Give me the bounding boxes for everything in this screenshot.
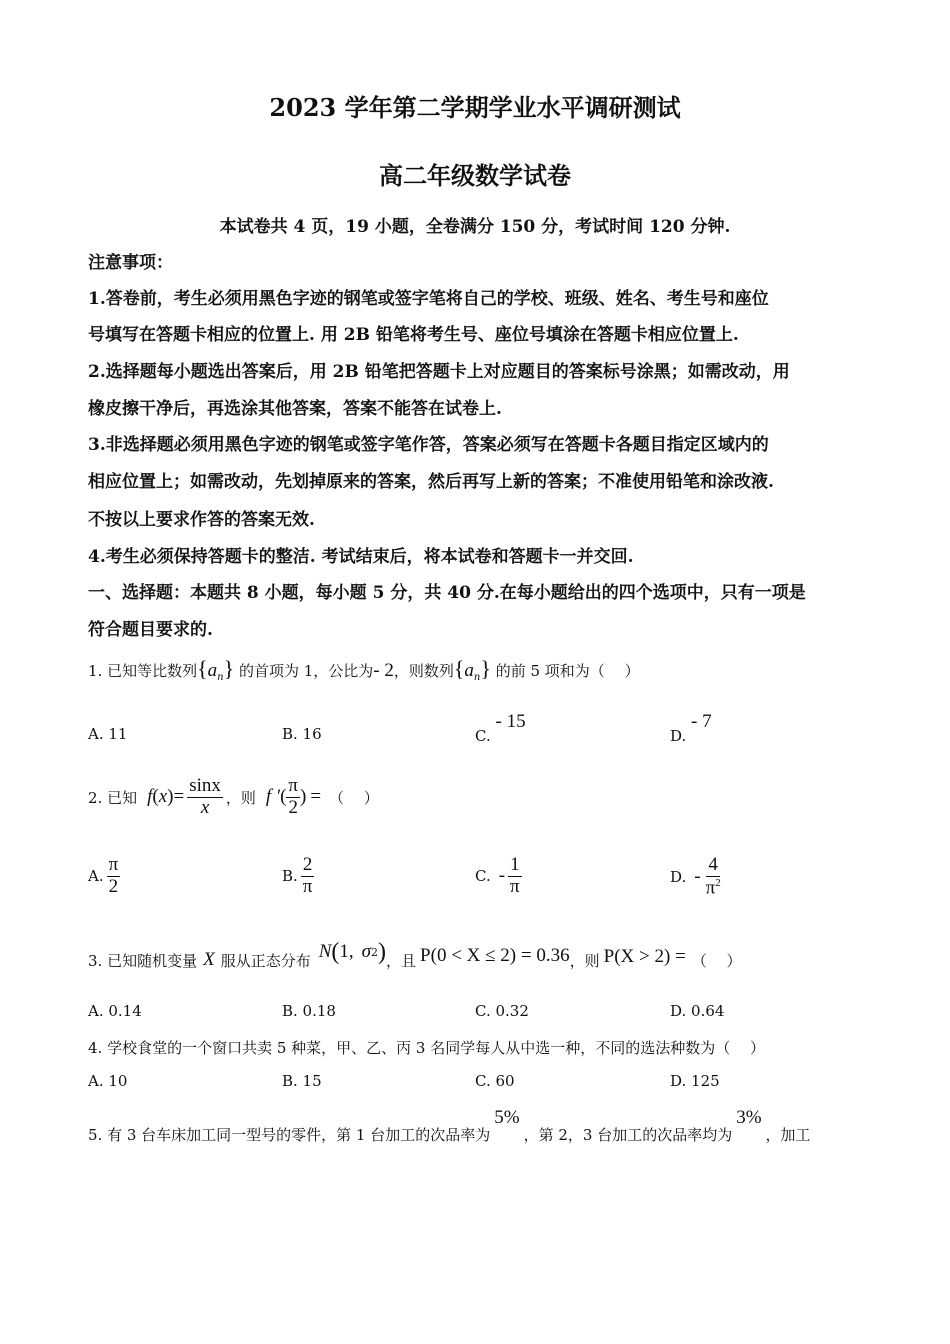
q2-function-fraction: $\frac{\sin x}{x}$ (189, 774, 221, 818)
question-1: 1. 已知等比数列$\{a_n\}$ 的首项为 1，公比为- 2，则数列$\{a_n\}$ 的前 5 项和为（ ） (88, 656, 640, 683)
q3-option-a: A. 0.14 (88, 1002, 142, 1020)
q2-argument-fraction: $\frac{\pi}{2}$ (288, 774, 298, 818)
q4-option-b: B. 15 (282, 1072, 322, 1090)
notice-line-3: 2.选择题每小题选出答案后，用 2B 铅笔把答题卡上对应题目的答案标号涂黑；如需改动，用 (88, 362, 790, 382)
q4-option-d: D. 125 (670, 1072, 720, 1090)
notice-line-4: 橡皮擦干净后，再选涂其他答案，答案不能答在试卷上. (88, 399, 502, 419)
exam-subtitle: 高二年级数学试卷 (379, 161, 571, 190)
notice-line-7: 不按以上要求作答的答案无效. (88, 510, 315, 530)
q1-option-a: A. 11 (88, 725, 128, 743)
question-3: 3. 已知随机变量 X 服从正态分布 N ( 1, σ 2 ) ，且 P(0 < X ≤ 2) = 0.36 ，则 P(X > 2) = （ ） (88, 938, 742, 970)
q1-option-b: B. 16 (282, 725, 322, 743)
notice-heading: 注意事项： (88, 253, 173, 273)
notice-line-1: 1.答卷前，考生必须用黑色字迹的钢笔或签字笔将自己的学校、班级、姓名、考生号和座位 (88, 289, 769, 309)
q2-option-b: B. $\frac{2}{\pi}$ (282, 854, 313, 897)
section-heading-line-1: 一、选择题：本题共 8 小题，每小题 5 分，共 40 分.在每小题给出的四个选项中，只有一项是 (88, 583, 806, 603)
section-heading-line-2: 符合题目要求的. (88, 620, 213, 640)
q2-option-c: C. - $\frac{1}{\pi}$ (475, 854, 520, 897)
q3-option-c: C. 0.32 (475, 1002, 529, 1020)
q2-option-d: D. - $\frac{4}{\pi^2}$ (670, 854, 721, 899)
question-2: 2. 已知 f ( x ) = $\frac{\sin x}{x}$ ，则 f ′ ( $\frac{\pi}{2}$ ) = （ ） (88, 774, 379, 818)
exam-title: 2023 学年第二学期学业水平调研测试 (269, 93, 681, 122)
q2-option-a: A. $\frac{\pi}{2}$ (88, 854, 119, 897)
question-4: 4. 学校食堂的一个窗口共卖 5 种菜，甲、乙、丙 3 名同学每人从中选一种，不同的选法种数为（ ） (88, 1039, 766, 1057)
notice-line-8: 4.考生必须保持答题卡的整洁. 考试结束后，将本试卷和答题卡一并交回. (88, 547, 634, 567)
notice-line-2: 号填写在答题卡相应的位置上. 用 2B 铅笔将考生号、座位号填涂在答题卡相应位置上. (88, 325, 739, 345)
notice-line-6: 相应位置上；如需改动，先划掉原来的答案，然后再写上新的答案；不准使用铅笔和涂改液. (88, 472, 774, 492)
q1-option-d: D. - 7 (670, 711, 712, 745)
exam-info: 本试卷共 4 页，19 小题，全卷满分 150 分，考试时间 120 分钟. (219, 217, 731, 237)
question-5: 5. 有 3 台车床加工同一型号的零件，第 1 台加工的次品率为 5% ，第 2，3 台加工的次品率均为 3% ，加工 (88, 1107, 811, 1144)
q4-option-c: C. 60 (475, 1072, 515, 1090)
q1-option-c: C. - 15 (475, 711, 526, 745)
q3-option-d: D. 0.64 (670, 1002, 725, 1020)
notice-line-5: 3.非选择题必须用黑色字迹的钢笔或签字笔作答，答案必须写在答题卡各题目指定区域内的 (88, 435, 769, 455)
q3-option-b: B. 0.18 (282, 1002, 336, 1020)
q4-option-a: A. 10 (88, 1072, 128, 1090)
